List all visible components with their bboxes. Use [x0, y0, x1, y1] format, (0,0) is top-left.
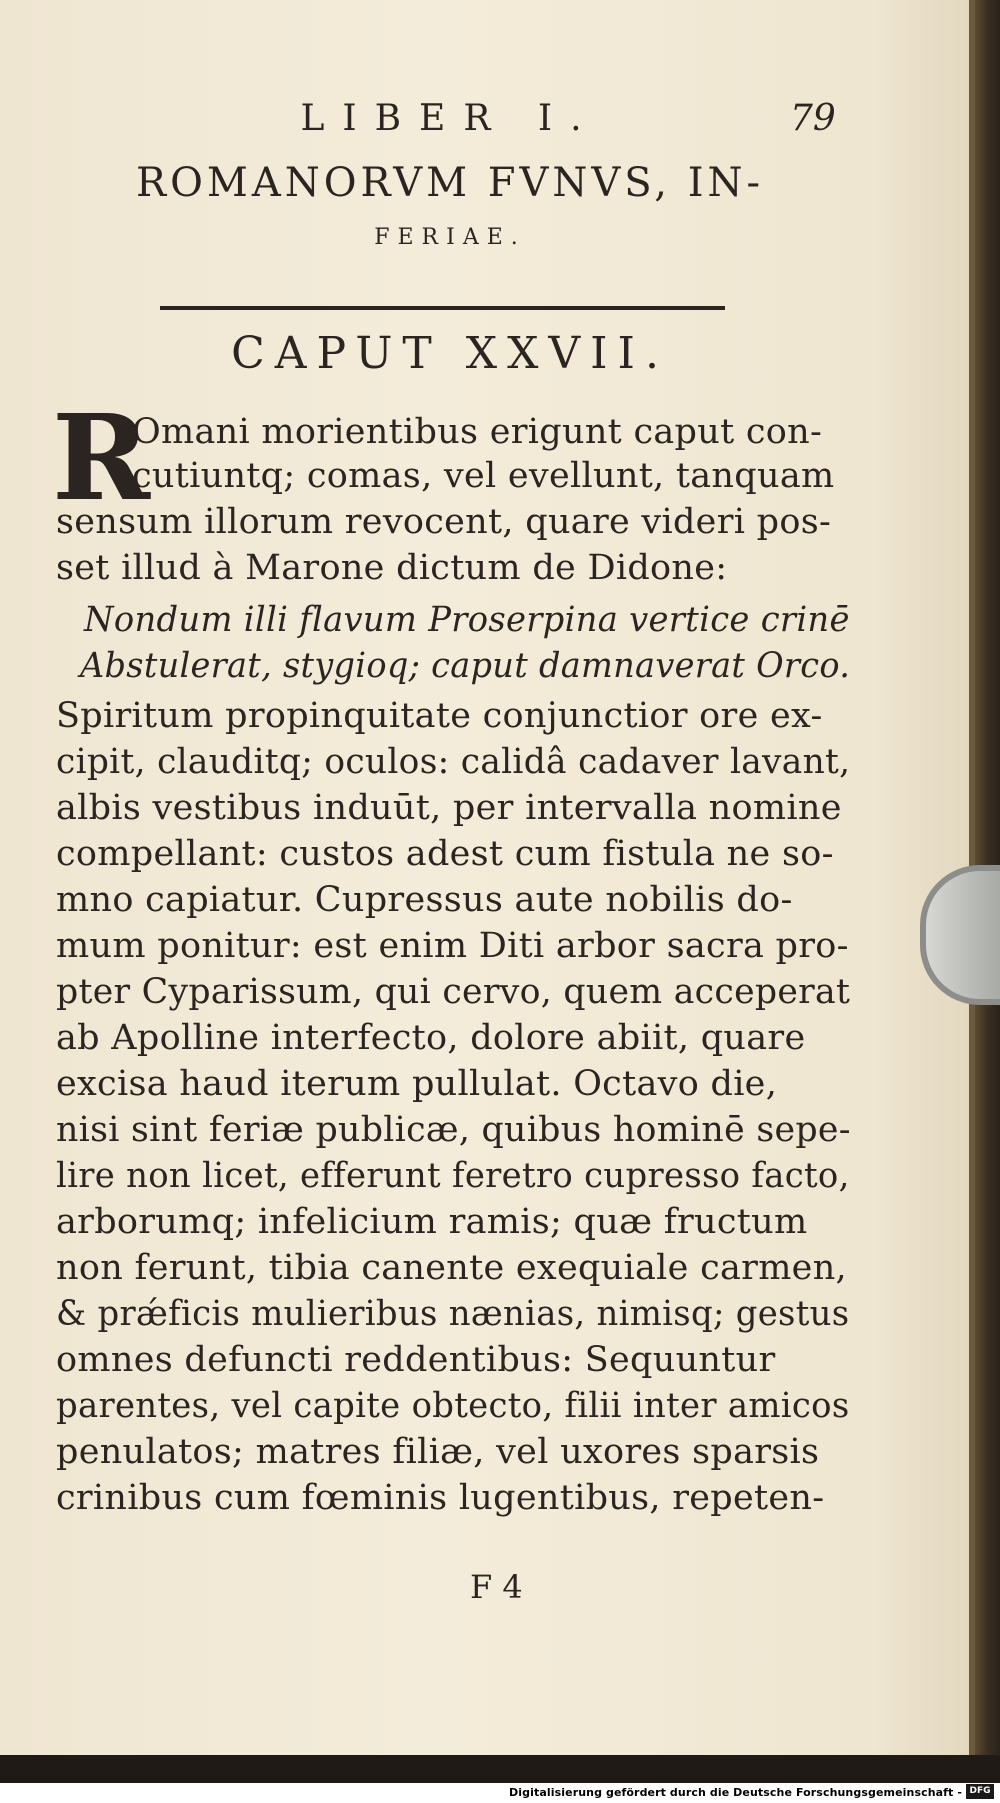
- text-line: albis vestibus induūt, per intervalla nomine: [56, 788, 842, 828]
- text-line: crinibus cum fœminis lugentibus, repeten-: [56, 1478, 825, 1518]
- text-line: set illud à Marone dictum de Didone:: [56, 548, 728, 588]
- text-line: parentes, vel capite obtecto, filii inter amicos: [56, 1386, 850, 1426]
- text-line: Abstulerat, stygioq; caput damnaverat Orco.: [80, 646, 851, 686]
- text-line: penulatos; matres filiæ, vel uxores sparsis: [56, 1432, 820, 1472]
- text-line: Spiritum propinquitate conjunctior ore ex-: [56, 696, 823, 736]
- scan-bottom-edge: [0, 1755, 1000, 1783]
- text-line: Omani morientibus erigunt caput con-: [132, 412, 823, 452]
- text-line: omnes defuncti reddentibus: Sequuntur: [56, 1340, 776, 1380]
- text-line: ab Apolline interfecto, dolore abiit, quare: [56, 1018, 806, 1058]
- title-line-2: FERIAE.: [374, 225, 526, 250]
- text-line: nisi sint feriæ publicæ, quibus hominē sepe-: [56, 1110, 851, 1150]
- drop-cap: R: [52, 388, 151, 527]
- text-line: compellant: custos adest cum fistula ne so-: [56, 834, 834, 874]
- text-line: lire non licet, efferunt feretro cupresso facto,: [56, 1156, 850, 1196]
- chapter-heading: CAPUT XXVII.: [231, 328, 669, 379]
- title-line-1: ROMANORVM FVNVS, IN-: [135, 160, 765, 206]
- signature-mark: F 4: [470, 1568, 523, 1606]
- page-number: 79: [790, 98, 836, 139]
- title-rule: [160, 306, 725, 310]
- text-line: mno capiatur. Cupressus aute nobilis do-: [56, 880, 793, 920]
- text-line: & prǽficis mulieribus nænias, nimisq; gestus: [56, 1294, 850, 1334]
- text-line: mum ponitur: est enim Diti arbor sacra pro-: [56, 926, 849, 966]
- text-line: arborumq; infelicium ramis; quæ fructum: [56, 1202, 808, 1242]
- text-line: Nondum illi flavum Proserpina vertice crinē: [84, 600, 850, 640]
- text-line: non ferunt, tibia canente exequiale carmen,: [56, 1248, 847, 1288]
- text-line: cutiuntq; comas, vel evellunt, tanquam: [132, 456, 835, 496]
- text-line: cipit, clauditq; oculos: calidâ cadaver lavant,: [56, 742, 851, 782]
- digitization-credit: Digitalisierung gefördert durch die Deutsche Forschungsgemeinschaft -: [509, 1786, 962, 1799]
- text-line: pter Cyparissum, qui cervo, quem acceperat: [56, 972, 851, 1012]
- dfg-logo: DFG: [966, 1784, 994, 1799]
- text-line: sensum illorum revocent, quare videri pos-: [56, 502, 832, 542]
- running-head: LIBER I.: [300, 98, 600, 139]
- text-line: excisa haud iterum pullulat. Octavo die,: [56, 1064, 778, 1104]
